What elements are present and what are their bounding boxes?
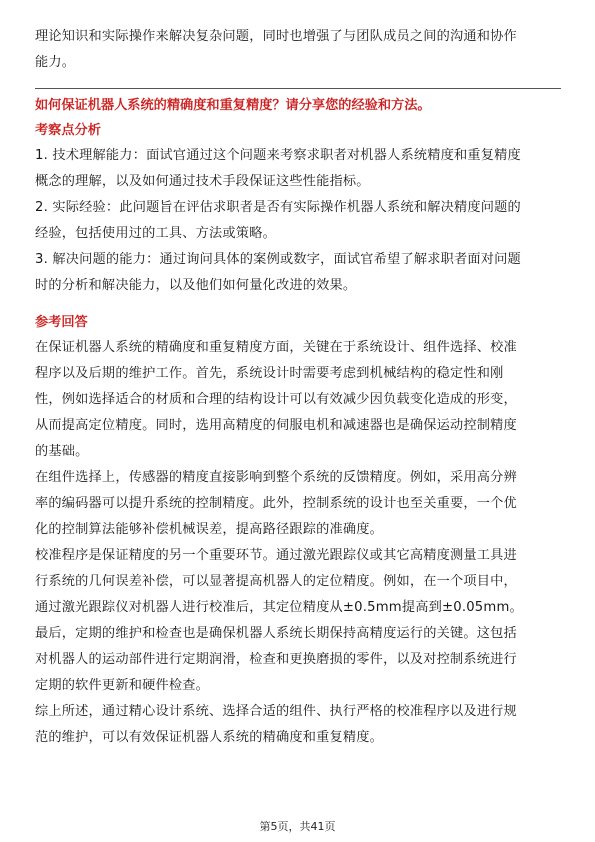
text-line: 在组件选择上，传感器的精度直接影响到整个系统的反馈精度。例如，采用高分辨 [35, 470, 517, 485]
text-line: 程序以及后期的维护工作。首先，系统设计时需要考虑到机械结构的稳定性和刚 [35, 366, 504, 381]
page-content [35, 0, 561, 751]
analysis-point [35, 143, 561, 195]
answer-heading: 参考回答 [35, 315, 88, 330]
text-line: 校准程序是保证精度的另一个重要环节。通过激光跟踪仪或其它高精度测量工具进 [35, 548, 517, 563]
text-line: 化的控制算法能够补偿机械误差，提高路径跟踪的准确度。 [35, 522, 384, 537]
text-line: 的基础。 [35, 444, 89, 459]
text-line: 范的维护，可以有效保证机器人系统的精确度和重复精度。 [35, 730, 384, 745]
text-line: 能力。 [35, 55, 76, 70]
analysis-point [35, 195, 561, 247]
text-line: 性，例如选择适合的材质和合理的结构设计可以有效减少因负载变化造成的形变， [35, 392, 517, 407]
text-line: 最后，定期的维护和检查也是确保机器人系统长期保持高精度运行的关键。这包括 [35, 626, 517, 641]
text-line: 行系统的几何误差补偿，可以显著提高机器人的定位精度。例如，在一个项目中， [35, 574, 517, 589]
text-line: 率的编码器可以提升系统的控制精度。此外，控制系统的设计也至关重要，一个优 [35, 496, 517, 511]
text-line: 经验，包括使用过的工具、方法或策略。 [35, 226, 276, 241]
analysis-point [35, 247, 561, 299]
text-line: 理论知识和实际操作来解决复杂问题，同时也增强了与团队成员之间的沟通和协作 [35, 29, 517, 44]
page-number: 第5页，共41页 [259, 820, 336, 833]
intro-paragraph [35, 24, 561, 76]
question-title: 如何保证机器人系统的精确度和重复精度？请分享您的经验和方法。 [35, 98, 431, 113]
text-line: 时的分析和解决能力，以及他们如何量化改进的效果。 [35, 278, 357, 293]
answer-paragraph [35, 543, 561, 621]
answer-paragraph [35, 621, 561, 699]
text-line: 综上所述，通过精心设计系统、选择合适的组件、执行严格的校准程序以及进行规 [35, 704, 517, 719]
text-line: 1. 技术理解能力：面试官通过这个问题来考察求职者对机器人系统精度和重复精度 [35, 148, 521, 163]
analysis-heading: 考察点分析 [35, 123, 101, 138]
text-line: 概念的理解，以及如何通过技术手段保证这些性能指标。 [35, 174, 370, 189]
answer-paragraph [35, 699, 561, 751]
text-line: 从而提高定位精度。同时，选用高精度的伺服电机和减速器也是确保运动控制精度 [35, 418, 517, 433]
answer-paragraph [35, 465, 561, 543]
text-line: 定期的软件更新和硬件检查。 [35, 678, 210, 693]
text-line: 3. 解决问题的能力：通过询问具体的案例或数字，面试官希望了解求职者面对问题 [35, 252, 521, 267]
text-line: 2. 实际经验：此问题旨在评估求职者是否有实际操作机器人系统和解决精度问题的 [35, 200, 521, 215]
answer-paragraph [35, 335, 561, 465]
text-line: 在保证机器人系统的精确度和重复精度方面，关键在于系统设计、组件选择、校准 [35, 340, 517, 355]
text-line: 对机器人的运动部件进行定期润滑，检查和更换磨损的零件，以及对控制系统进行 [35, 652, 517, 667]
text-line: 通过激光跟踪仪对机器人进行校准后，其定位精度从±0.5mm提高到±0.05mm。 [35, 600, 523, 615]
